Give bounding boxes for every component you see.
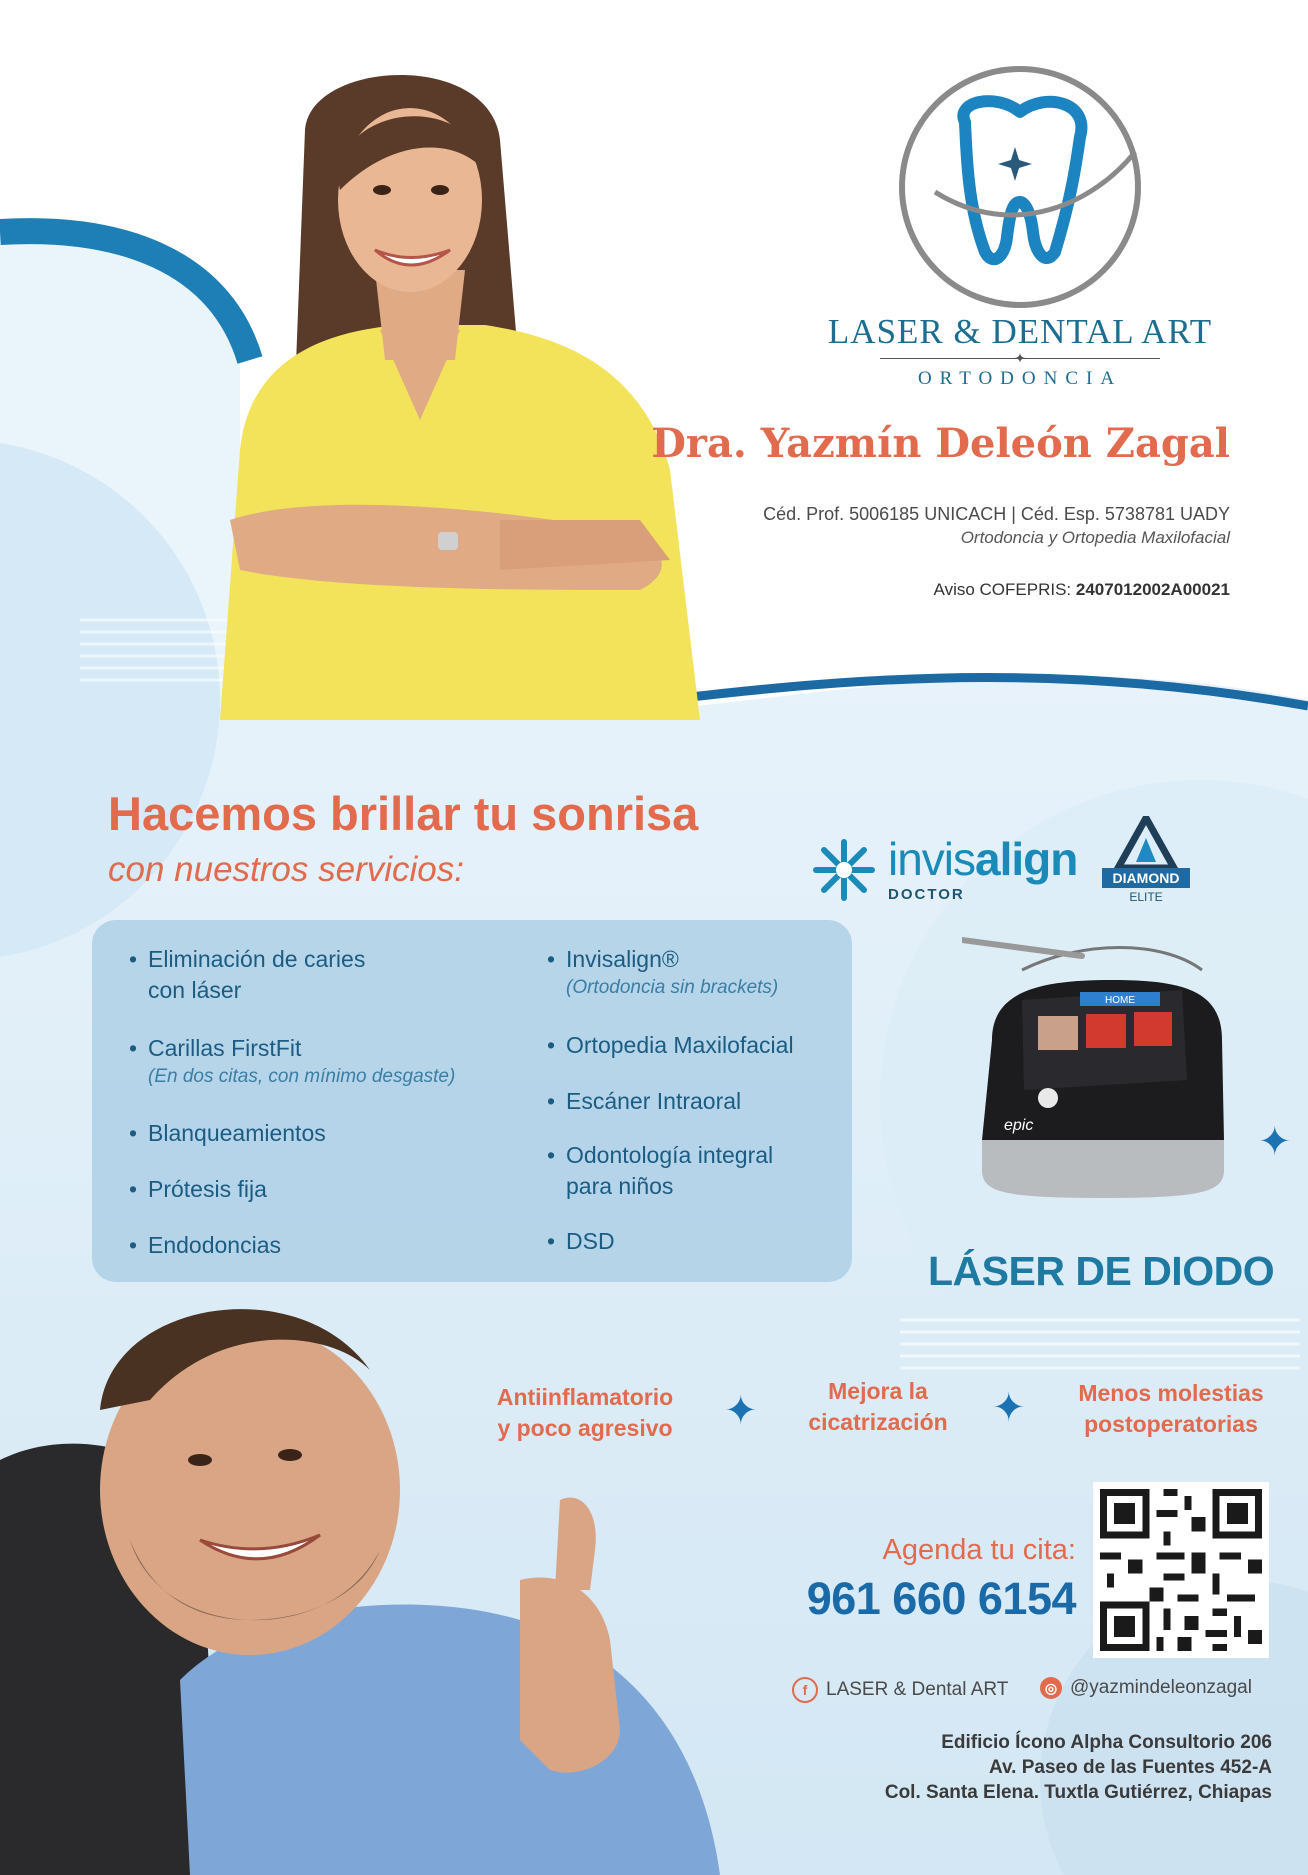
benefit-item (1056, 1378, 1286, 1440)
diamond-elite-badge (1098, 816, 1194, 906)
cofepris-notice (934, 580, 1230, 600)
cofepris-number: 2407012002A00021 (1075, 580, 1230, 599)
benefit-line: y poco agresivo (497, 1415, 673, 1441)
service-item: • DSD (547, 1228, 615, 1254)
sparkle-icon: ✦ (724, 1389, 758, 1433)
tooth-logo-icon (895, 62, 1145, 312)
address-line: Edificio Ícono Alpha Consultorio 206 (941, 1732, 1272, 1753)
device-screen-label: HOME (1105, 995, 1135, 1006)
benefit-line: Antiinflamatorio (496, 1384, 674, 1410)
service-label: para niños (566, 1173, 674, 1199)
service-label: DSD (566, 1228, 615, 1254)
headline: Hacemos brillar tu sonrisa (108, 787, 699, 840)
benefit-line: Mejora la (828, 1378, 928, 1404)
benefit-line: Menos molestias (1078, 1380, 1264, 1406)
elite-label: ELITE (1129, 890, 1163, 904)
service-label: Carillas FirstFit (148, 1035, 302, 1061)
service-item: • Eliminación de caries con láser (129, 946, 366, 1003)
laser-title: LÁSER DE DIODO (928, 1248, 1275, 1294)
service-label: Endodoncias (148, 1232, 281, 1258)
doctor-name: Dra. Yazmín Deleón Zagal (651, 420, 1230, 467)
service-item: • Escáner Intraoral (547, 1088, 742, 1114)
service-label: Odontología integral (566, 1142, 774, 1168)
doctor-photo (200, 50, 720, 720)
doctor-specialty: Ortodoncia y Ortopedia Maxilofacial (960, 528, 1230, 547)
service-label: con láser (148, 977, 242, 1003)
clinic-logo (820, 62, 1220, 402)
clinic-name: LASER & DENTAL ART (827, 312, 1213, 351)
facebook-label: LASER & Dental ART (826, 1679, 1009, 1701)
qr-code-image[interactable] (1093, 1482, 1269, 1658)
doctor-credentials: Céd. Prof. 5006185 UNICACH | Céd. Esp. 5738781 UADY (763, 504, 1230, 524)
agenda-label: Agenda tu cita: (882, 1534, 1076, 1566)
sparkle-icon: ✦ (992, 1386, 1026, 1430)
subheadline: con nuestros servicios: (108, 850, 464, 889)
facebook-icon: f (792, 1677, 818, 1703)
instagram-icon: ◎ (1040, 1677, 1062, 1699)
clinic-address (885, 1730, 1272, 1805)
address-line: Col. Santa Elena. Tuxtla Gutiérrez, Chiapas (884, 1782, 1272, 1803)
sparkle-icon: ✦ (1258, 1120, 1292, 1164)
cofepris-label: Aviso COFEPRIS: (933, 580, 1072, 599)
service-label: Blanqueamientos (148, 1120, 326, 1146)
benefit-line: postoperatorias (1084, 1411, 1258, 1437)
invisalign-star-icon (812, 838, 876, 902)
instagram-link[interactable] (1040, 1677, 1252, 1699)
service-item: • Ortopedia Maxilofacial (547, 1032, 794, 1058)
sparkle-icon: ✦ (1014, 350, 1026, 366)
invisalign-wordmark (888, 832, 1077, 886)
address-line: Av. Paseo de las Fuentes 452-A (988, 1757, 1272, 1778)
phone-number[interactable]: 961 660 6154 (806, 1573, 1076, 1624)
service-label: Escáner Intraoral (566, 1088, 742, 1114)
clinic-subtitle: ORTODONCIA (917, 368, 1123, 389)
facebook-link[interactable] (792, 1677, 1008, 1703)
invisalign-word-part: align (975, 833, 1078, 885)
diamond-label: DIAMOND (1102, 868, 1190, 888)
service-label: Prótesis fija (148, 1176, 267, 1202)
service-item: • Odontología integral para niños (547, 1142, 774, 1199)
service-label: Eliminación de caries (148, 946, 366, 972)
service-item: • Endodoncias (129, 1232, 281, 1258)
invisalign-doctor-label: DOCTOR (888, 886, 965, 903)
device-brand: epic (1004, 1117, 1034, 1134)
service-label: Invisalign® (566, 946, 679, 972)
service-item: • Blanqueamientos (129, 1120, 326, 1146)
service-item: • Prótesis fija (129, 1176, 267, 1202)
service-note: (Ortodoncia sin brackets) (566, 977, 779, 998)
service-item: • Carillas FirstFit (En dos citas, con mínimo desgaste) (148, 1033, 455, 1090)
service-item: • Invisalign® (Ortodoncia sin brackets) (566, 944, 778, 1001)
instagram-label: @yazmindeleonzagal (1070, 1677, 1252, 1699)
laser-device-image (962, 930, 1242, 1210)
service-note: (En dos citas, con mínimo desgaste) (148, 1066, 456, 1087)
invisalign-word-part: invis (888, 833, 976, 885)
triangle-icon (1098, 816, 1194, 870)
benefit-line: cicatrización (808, 1409, 948, 1435)
service-label: Ortopedia Maxilofacial (566, 1032, 794, 1058)
invisalign-logo (812, 832, 1082, 910)
patient-photo (0, 1260, 820, 1875)
